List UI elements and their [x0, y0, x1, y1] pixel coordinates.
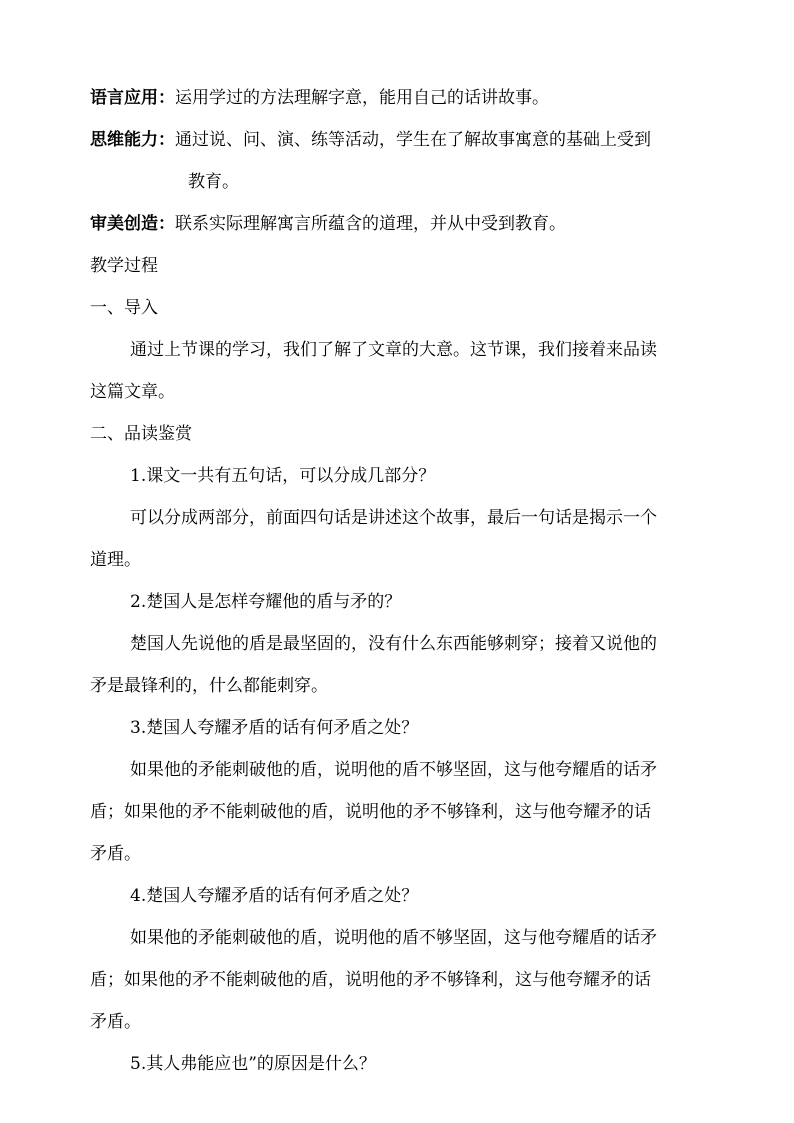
objective-thinking-continuation: 教育。 — [188, 172, 239, 192]
question-2: 2.楚国人是怎样夸耀他的盾与矛的？ — [130, 592, 402, 612]
objective-label: 思维能力： — [90, 130, 175, 150]
question-4: 4.楚国人夸耀矛盾的话有何矛盾之处？ — [130, 886, 419, 906]
section1-line: 通过上节课的学习，我们了解了文章的大意。这节课，我们接着来品读 — [130, 340, 657, 360]
objective-language — [90, 86, 710, 110]
answer-2-line: 矛是最锋利的，什么都能刺穿。 — [90, 676, 328, 696]
answer-3-line: 如果他的矛能刺破他的盾，说明他的盾不够坚固，这与他夸耀盾的话矛 — [130, 760, 657, 780]
answer-2-line: 楚国人先说他的盾是最坚固的，没有什么东西能够刺穿；接着又说他的 — [130, 634, 657, 654]
question-3: 3.楚国人夸耀矛盾的话有何矛盾之处？ — [130, 718, 419, 738]
objective-text: 通过说、问、演、练等活动，学生在了解故事寓意的基础上受到 — [175, 130, 651, 150]
question-1: 1.课文一共有五句话，可以分成几部分？ — [130, 466, 436, 486]
process-title: 教学过程 — [90, 256, 158, 276]
answer-3-line: 盾；如果他的矛不能刺破他的盾，说明他的矛不够锋利，这与他夸耀矛的话 — [90, 802, 651, 822]
objective-text: 运用学过的方法理解字意，能用自己的话讲故事。 — [175, 88, 549, 108]
answer-4-line: 如果他的矛能刺破他的盾，说明他的盾不够坚固，这与他夸耀盾的话矛 — [130, 928, 657, 948]
objective-thinking — [90, 128, 710, 152]
question-5: 5.其人弗能应也”的原因是什么？ — [130, 1054, 376, 1074]
objective-aesthetic — [90, 212, 710, 236]
objective-label: 审美创造： — [90, 214, 175, 234]
answer-3-line: 矛盾。 — [90, 844, 141, 864]
answer-1-line: 可以分成两部分，前面四句话是讲述这个故事，最后一句话是揭示一个 — [130, 508, 657, 528]
answer-4-line: 矛盾。 — [90, 1012, 141, 1032]
section1-line: 这篇文章。 — [90, 382, 175, 402]
objective-text: 联系实际理解寓言所蕴含的道理，并从中受到教育。 — [175, 214, 566, 234]
section1-heading: 一、导入 — [90, 298, 158, 318]
objective-label: 语言应用： — [90, 88, 175, 108]
answer-4-line: 盾；如果他的矛不能刺破他的盾，说明他的矛不够锋利，这与他夸耀矛的话 — [90, 970, 651, 990]
answer-1-line: 道理。 — [90, 550, 141, 570]
section2-heading: 二、品读鉴赏 — [90, 424, 192, 444]
